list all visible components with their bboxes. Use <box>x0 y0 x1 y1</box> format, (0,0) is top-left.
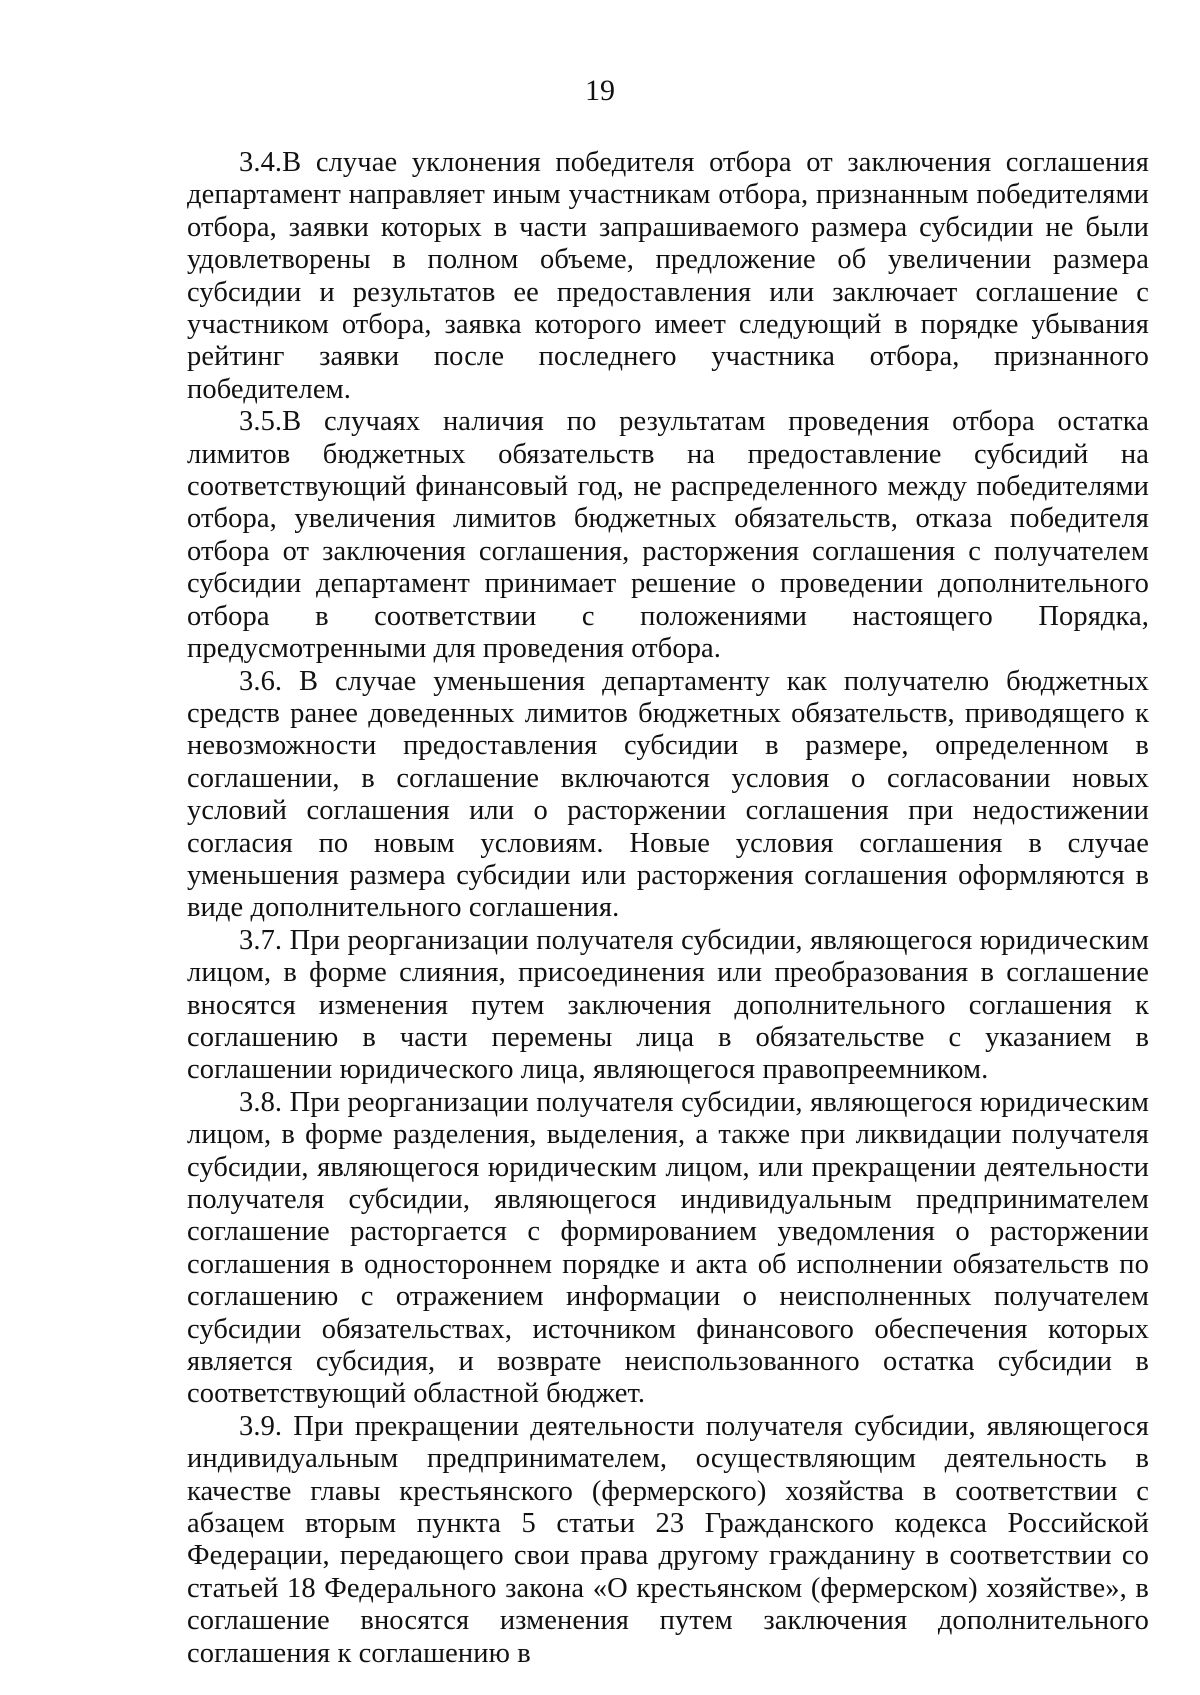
paragraph-3-5: 3.5.В случаях наличия по результатам проведения отбора остатка лимитов бюджетных обязательств на предоставление субсидий на соответствующий финансовый год, не распределенного между победителями отбора, увеличения лимитов бюджетных обязательств, отказа победителя отбора от заключения соглашения, расторжения соглашения с получателем субсидии департамент принимает решение о проведении дополнительного отбора в соответствии с положениями настоящего Порядка, предусмотренными для проведения отбора. <box>187 406 1149 665</box>
paragraph-3-7: 3.7. При реорганизации получателя субсидии, являющегося юридическим лицом, в форме слияния, присоединения или преобразования в соглашение вносятся изменения путем заключения дополнительного соглашения к соглашению в части перемены лица в обязательстве с указанием в соглашении юридического лица, являющегося правопреемником. <box>187 924 1149 1086</box>
page-number: 19 <box>585 74 615 107</box>
paragraph-3-9: 3.9. При прекращении деятельности получателя субсидии, являющегося индивидуальным предпринимателем, осуществляющим деятельность в качестве главы крестьянского (фермерского) хозяйства в соответствии с абзацем вторым пункта 5 статьи 23 Гражданского кодекса Российской Федерации, передающего свои права другому гражданину в соответствии со статьей 18 Федерального закона «О крестьянском (фермерском) хозяйстве», в соглашение вносятся изменения путем заключения дополнительного соглашения к соглашению в <box>187 1410 1149 1669</box>
paragraph-3-8: 3.8. При реорганизации получателя субсидии, являющегося юридическим лицом, в форме разделения, выделения, а также при ликвидации получателя субсидии, являющегося юридическим лицом, или прекращении деятельности получателя субсидии, являющегося индивидуальным предпринимателем соглашение расторгается с формированием уведомления о расторжении соглашения в одностороннем порядке и акта об исполнении обязательств по соглашению с отражением информации о неисполненных получателем субсидии обязательствах, источником финансового обеспечения которых является субсидия, и возврате неиспользованного остатка субсидии в соответствующий областной бюджет. <box>187 1086 1149 1410</box>
paragraph-3-4: 3.4.В случае уклонения победителя отбора от заключения соглашения департамент направляет иным участникам отбора, признанным победителями отбора, заявки которых в части запрашиваемого размера субсидии не были удовлетворены в полном объеме, предложение об увеличении размера субсидии и результатов ее предоставления или заключает соглашение с участником отбора, заявка которого имеет следующий в порядке убывания рейтинг заявки после последнего участника отбора, признанного победителем. <box>187 147 1149 405</box>
paragraph-3-6: 3.6. В случае уменьшения департаменту как получателю бюджетных средств ранее доведенных лимитов бюджетных обязательств, приводящего к невозможности предоставления субсидии в размере, определенном в соглашении, в соглашение включаются условия о согласовании новых условий соглашения или о расторжении соглашения при недостижении согласия по новым условиям. Новые условия соглашения в случае уменьшения размера субсидии или расторжения соглашения оформляются в виде дополнительного соглашения. <box>187 665 1149 924</box>
document-body <box>187 147 1149 1670</box>
